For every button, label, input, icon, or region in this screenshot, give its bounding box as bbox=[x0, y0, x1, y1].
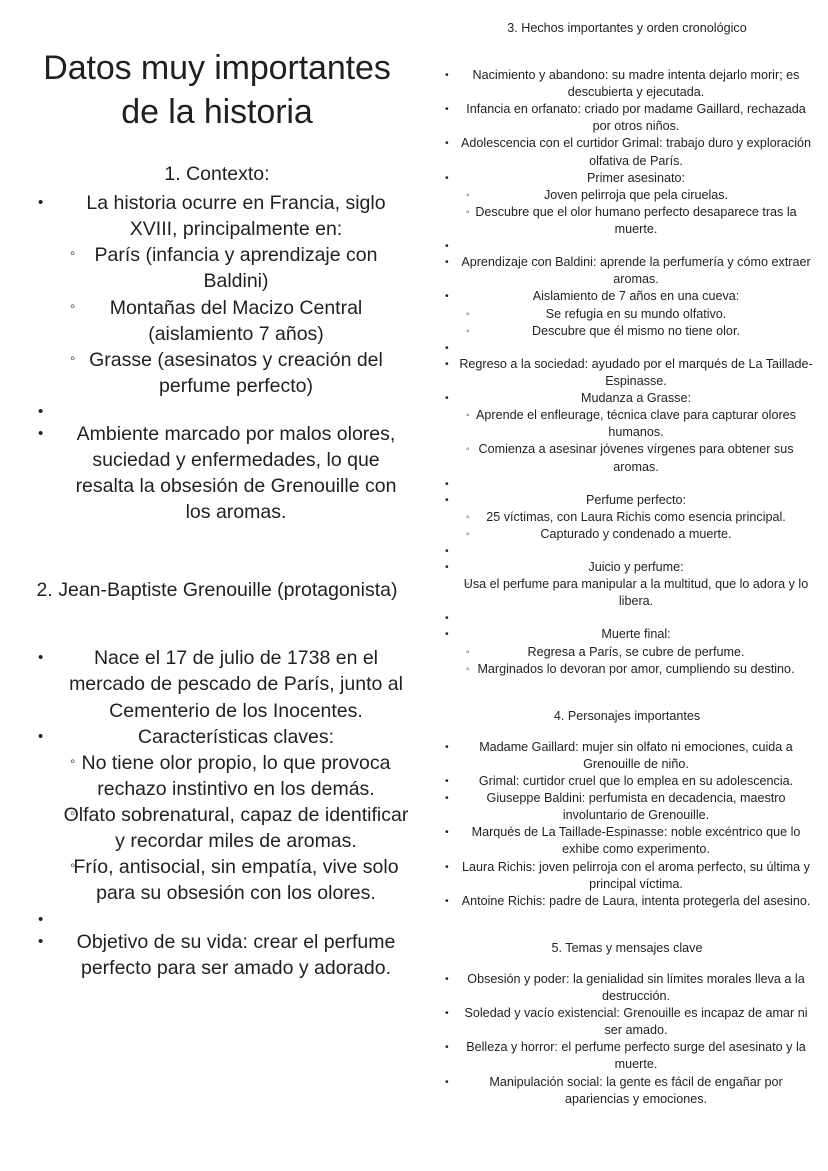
section-1-list bbox=[18, 190, 416, 526]
list-item: ◦ París (infancia y aprendizaje con Baldini) bbox=[18, 242, 416, 294]
list-item: • Regreso a la sociedad: ayudado por el marqués de La Taillade-Espinasse. bbox=[436, 356, 818, 390]
list-item: • Nacimiento y abandono: su madre intenta dejarlo morir; es descubierta y ejecutada. bbox=[436, 67, 818, 101]
list-item: • Giuseppe Baldini: perfumista en decadencia, maestro involuntario de Grenouille. bbox=[436, 790, 818, 824]
list-item: • Características claves: bbox=[18, 724, 416, 750]
section-3-heading: 3. Hechos importantes y orden cronológico bbox=[507, 21, 747, 35]
list-item-empty bbox=[436, 610, 818, 626]
list-item: • La historia ocurre en Francia, siglo XVIII, principalmente en: bbox=[18, 190, 416, 242]
list-item-empty bbox=[18, 907, 416, 929]
list-item: ◦ Usa el perfume para manipular a la multitud, que lo adora y lo libera. bbox=[436, 576, 818, 610]
list-item: ◦ Capturado y condenado a muerte. bbox=[436, 526, 818, 543]
list-item: • Soledad y vacío existencial: Grenouille es incapaz de amar ni ser amado. bbox=[436, 1005, 818, 1039]
section-2-list bbox=[18, 645, 416, 981]
list-item: • Ambiente marcado por malos olores, suciedad y enfermedades, lo que resalta la obsesión de Grenouille con los aromas. bbox=[18, 421, 416, 526]
list-item: • Obsesión y poder: la genialidad sin límites morales lleva a la destrucción. bbox=[436, 971, 818, 1005]
list-item: ◦ Grasse (asesinatos y creación del perfume perfecto) bbox=[18, 347, 416, 399]
list-item: ◦ No tiene olor propio, lo que provoca rechazo instintivo en los demás. bbox=[18, 750, 416, 802]
list-item: ◦ Se refugia en su mundo olfativo. bbox=[436, 306, 818, 323]
section-5-list bbox=[436, 971, 818, 1108]
section-3-list bbox=[436, 67, 818, 678]
section-1-heading: 1. Contexto: bbox=[164, 163, 270, 186]
list-item: • Grimal: curtidor cruel que lo emplea en su adolescencia. bbox=[436, 773, 818, 790]
list-item: ◦ Joven pelirroja que pela ciruelas. bbox=[436, 187, 818, 204]
list-item: • Antoine Richis: padre de Laura, intenta protegerla del asesino. bbox=[436, 893, 818, 910]
page-title-line-1: Datos muy importantes bbox=[43, 49, 391, 87]
list-item: • Aprendizaje con Baldini: aprende la perfumería y cómo extraer aromas. bbox=[436, 254, 818, 288]
list-item-empty bbox=[436, 340, 818, 356]
list-item: • Belleza y horror: el perfume perfecto surge del asesinato y la muerte. bbox=[436, 1039, 818, 1073]
list-item: • Mudanza a Grasse: bbox=[436, 390, 818, 407]
list-item: • Laura Richis: joven pelirroja con el aroma perfecto, su última y principal víctima. bbox=[436, 859, 818, 893]
list-item: ◦ Descubre que el olor humano perfecto desaparece tras la muerte. bbox=[436, 204, 818, 238]
list-item-empty bbox=[436, 238, 818, 254]
section-2-heading: 2. Jean-Baptiste Grenouille (protagonista) bbox=[36, 578, 398, 601]
spacer bbox=[436, 678, 818, 708]
list-item-empty bbox=[436, 476, 818, 492]
list-item: • Objetivo de su vida: crear el perfume perfecto para ser amado y adorado. bbox=[18, 929, 416, 981]
list-item: • Muerte final: bbox=[436, 626, 818, 643]
section-4-heading: 4. Personajes importantes bbox=[553, 708, 701, 723]
list-item: ◦ Aprende el enfleurage, técnica clave para capturar olores humanos. bbox=[436, 407, 818, 441]
list-item-empty bbox=[18, 399, 416, 421]
list-item: • Primer asesinato: bbox=[436, 170, 818, 187]
list-item: ◦ Montañas del Macizo Central (aislamiento 7 años) bbox=[18, 295, 416, 347]
list-item: • Juicio y perfume: bbox=[436, 559, 818, 576]
list-item: • Nace el 17 de julio de 1738 en el mercado de pescado de París, junto al Cementerio de los Inocentes. bbox=[18, 645, 416, 723]
spacer bbox=[436, 957, 818, 971]
list-item: • Madame Gaillard: mujer sin olfato ni emociones, cuida a Grenouille de niño. bbox=[436, 739, 818, 773]
list-item: ◦ Comienza a asesinar jóvenes vírgenes para obtener sus aromas. bbox=[436, 441, 818, 475]
list-item: • Manipulación social: la gente es fácil de engañar por apariencias y emociones. bbox=[436, 1074, 818, 1108]
list-item: ◦ Regresa a París, se cubre de perfume. bbox=[436, 644, 818, 661]
spacer bbox=[436, 37, 818, 67]
right-column bbox=[430, 0, 828, 1108]
spacer bbox=[436, 910, 818, 940]
list-item: • Infancia en orfanato: criado por madame Gaillard, rechazada por otros niños. bbox=[436, 101, 818, 135]
spacer bbox=[18, 603, 416, 645]
list-item: ◦ Frío, antisocial, sin empatía, vive solo para su obsesión con los olores. bbox=[18, 854, 416, 906]
list-item: • Marqués de La Taillade-Espinasse: noble excéntrico que lo exhibe como experimento. bbox=[436, 824, 818, 858]
section-5-heading: 5. Temas y mensajes clave bbox=[551, 940, 703, 955]
section-4-list bbox=[436, 739, 818, 910]
list-item: • Adolescencia con el curtidor Grimal: trabajo duro y exploración olfativa de París. bbox=[436, 135, 818, 169]
left-column bbox=[0, 0, 430, 981]
list-item: • Aislamiento de 7 años en una cueva: bbox=[436, 288, 818, 305]
spacer bbox=[436, 725, 818, 739]
list-item-empty bbox=[436, 543, 818, 559]
page-title bbox=[18, 46, 416, 134]
list-item: • Perfume perfecto: bbox=[436, 492, 818, 509]
list-item: ◦ Marginados lo devoran por amor, cumpliendo su destino. bbox=[436, 661, 818, 678]
page-title-line-2: de la historia bbox=[121, 93, 313, 132]
list-item: ◦ Descubre que él mismo no tiene olor. bbox=[436, 323, 818, 340]
list-item: ◦ 25 víctimas, con Laura Richis como esencia principal. bbox=[436, 509, 818, 526]
list-item: ◦ Olfato sobrenatural, capaz de identificar y recordar miles de aromas. bbox=[18, 802, 416, 854]
